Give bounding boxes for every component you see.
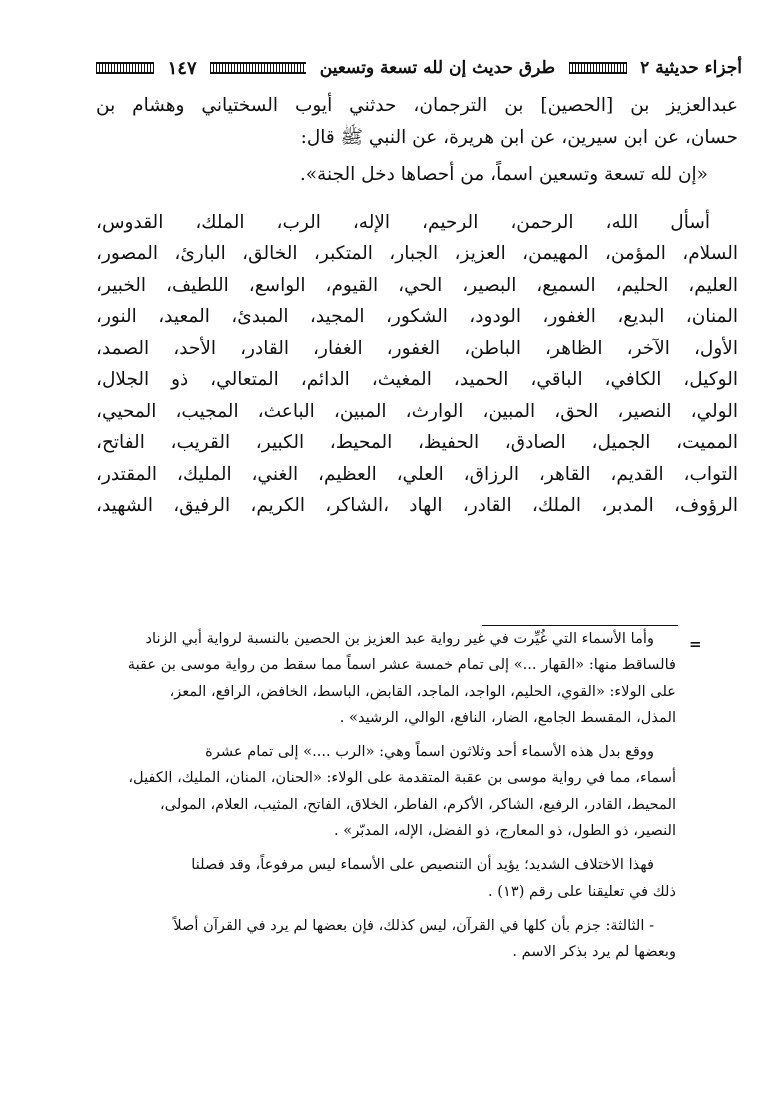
footnote-para2-line1: ووقع بدل هذه الأسماء أحد وثلاثون اسماً وهي: «الرب ....» إلى تمام عشرة [205,743,654,761]
names-line-5: الأول، الآخر، الظاهر، الباطن، الغفور، الغفار، القادر، الأحد، الصمد، [96,337,738,359]
footnote-para1-line3: على الولاء: «القوي، الحليم، الواجد، الماجد، القابض، الباسط، الخافض، الرافع، المعز، [169,682,676,700]
names-line-7: الولي، النصير، الحق، المبين، الوارث، المبين، الباعث، المجيب، المحيي، [96,400,738,422]
footnote-para1-line1: وأما الأسماء التي غُيِّرت في غير رواية عبد العزيز بن الحصين بالنسبة لرواية أبي الزناد [145,630,654,647]
footnotes [96,626,676,966]
footnote-para2-line3: المحيط، القادر، الرفيع، الشاكر، الأكرم، الفاطر، الخلاق، الفاتح، المثيب، العلام، المولى، [160,795,676,813]
footnote-para3-line1: فهذا الاختلاف الشديد؛ يؤيد أن التنصيص على الأسماء ليس مرفوعاً، وقد فصلنا [191,856,654,874]
names-line-1: أسأل الله، الرحمن، الرحيم، الإله، الرب، الملك، القدوس، [96,211,710,233]
names-line-3: العليم، الحليم، السميع، البصير، الحي، القيوم، الواسع، اللطيف، الخبير، [96,274,738,296]
footnote-para3-line2: ذلك في تعليقنا على رقم (١٣) . [488,882,676,900]
names-line-4: المنان، البديع، الغفور، الودود، الشكور، المجيد، المبدئ، المعيد، النور، [96,306,738,327]
header-rule-right [569,62,627,74]
hadith-text: «إن لله تسعة وتسعين اسماً، من أحصاها دخل الجنة». [299,164,708,185]
header-rule-middle [210,62,306,74]
footnote-para4-line2: وبعضها لم يرد بذكر الاسم . [512,943,676,961]
names-line-8: المميت، الجميل، الصادق، الحفيظ، المحيط، الكبير، القريب، الفاتح، [96,432,738,453]
footnote-para2-line2: أسماء، مما في رواية موسى بن عقبة المتقدمة على الولاء: «الحنان، المنان، المليك، الكفيل، [128,769,676,787]
footnote-continuation-mark: = [689,635,702,653]
page-number: ١٤٧ [167,57,197,79]
footnote-para4-line1: - الثالثة: جزم بأن كلها في القرآن، ليس كذلك، فإن بعضها لم يرد في القرآن أصلاً [173,916,654,934]
footnote-para1-line4: المذل، المقسط الجامع، الضار، النافع، الوالي، الرشيد» . [339,708,676,726]
footnote-para1-line2: فالساقط منها: «القهار ...» إلى تمام خمسة عشر اسماً مما سقط من رواية موسى بن عقبة [127,656,676,674]
isnad-line-1: عبدالعزيز بن [الحصين] بن الترجمان، حدثني أيوب السختياني وهشام بن [96,95,738,116]
footnote-para2-line4: النصير، ذو الطول، ذو المعارج، ذو الفضل، الإله، المدبّر» . [334,822,676,840]
isnad-line-2: حسان، عن ابن سيرين، عن ابن هريرة، عن النبي ﷺ قال: [300,126,738,148]
section-title: طرق حديث إن لله تسعة وتسعين [319,58,556,78]
names-line-6: الوكيل، الكافي، الباقي، الحميد، المغيث، الدائم، المتعالي، ذو الجلال، [96,369,738,390]
header-rule-left [96,62,154,74]
names-line-2: السلام، المؤمن، المهيمن، العزيز، الجبار، المتكبر، الخالق، البارئ، المصور، [96,243,738,264]
main-text [96,90,738,522]
running-header [96,54,742,82]
names-line-10: الرؤوف، المدبر، الملك، القادر، الهاد ،الشاكر، الكريم، الرفيق، الشهيد، [96,495,738,516]
book-title: أجزاء حديثية ٢ [640,58,742,78]
names-line-9: التواب، القديم، القاهر، الرزاق، العلي، العظيم، الغني، المليك، المقتدر، [96,463,738,485]
